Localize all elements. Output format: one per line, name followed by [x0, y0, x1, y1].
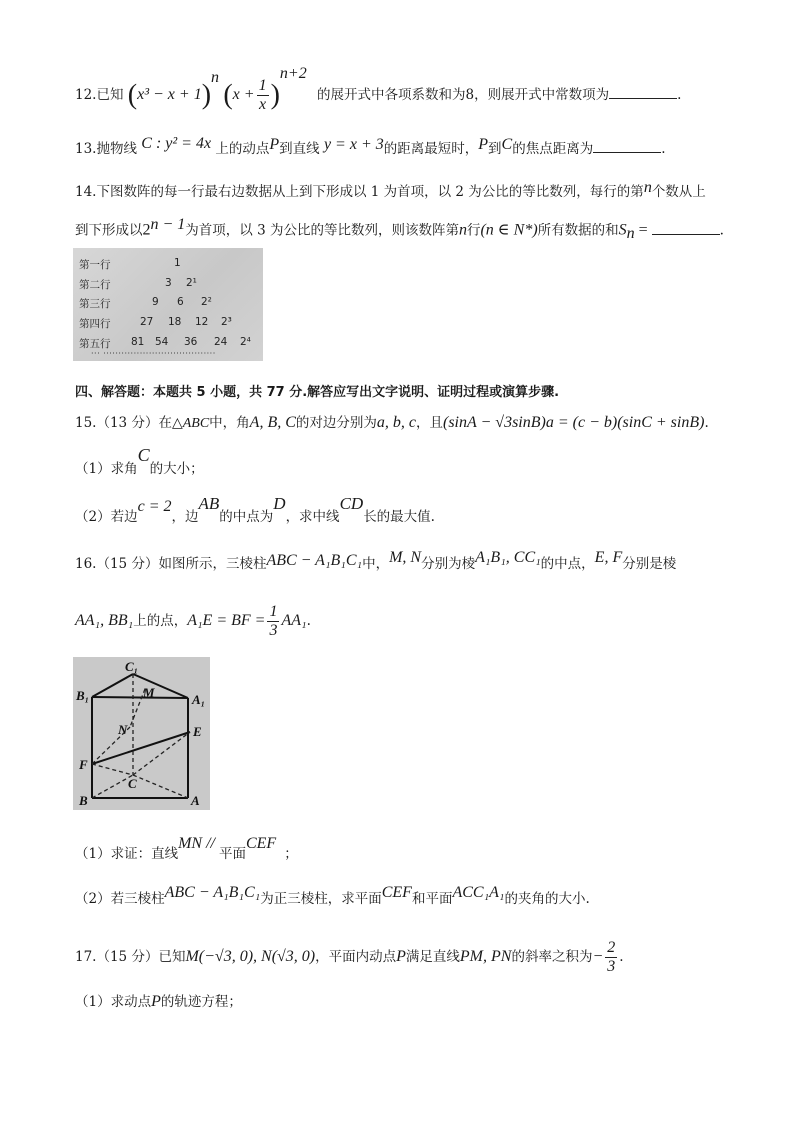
q12-suffix: 的展开式中各项系数和为8，则展开式中常数项为 [316, 87, 610, 103]
q14-answer-blank[interactable] [652, 234, 720, 235]
q12-answer-blank[interactable] [609, 98, 677, 99]
matrix-cell: 1 [174, 257, 181, 269]
edge-c1-a1 [133, 674, 188, 698]
matrix-cell: 6 [177, 296, 184, 308]
matrix-row-label: 第三行 [79, 298, 111, 310]
question-17: 17.（15 分）已知M(−√3, 0), N(√3, 0)，平面内动点P满足直线PM, PN的斜率之积为− $\frac{2}{3}$ . [75, 939, 624, 975]
prism-diagram [73, 657, 210, 810]
label-e: E [193, 724, 202, 739]
matrix-row-label: 第二行 [79, 279, 111, 291]
number-matrix-figure [73, 248, 263, 361]
q16-part-2: （2）若三棱柱ABC − A₁B₁C₁为正三棱柱，求平面CEF和平面ACC₁A₁的夹角的大小. [75, 884, 590, 907]
section-4-heading: 四、解答题：本题共 5 小题，共 77 分.解答应写出文字说明、证明过程或演算步骤. [75, 385, 560, 400]
matrix-row-label: 第五行 [79, 338, 111, 350]
matrix-cell: 36 [184, 336, 198, 348]
q12-expr-b: x + [232, 86, 255, 103]
matrix-row-label: 第一行 [79, 259, 111, 271]
segment-fe [92, 732, 190, 764]
matrix-cell: 3 [165, 277, 172, 289]
question-12: 12.已知 $(x^3 - x + 1)^n$ (x + $\frac{1}{x}$ )$^{n+2}$ 的展开式中各项系数和为8，则展开式中常数项为 . [75, 64, 682, 113]
segment-fc-hidden [92, 764, 133, 775]
label-c: C [128, 776, 137, 791]
q17-fraction: $\frac{2}{3}$ [607, 939, 616, 975]
prism-figure [73, 657, 210, 810]
matrix-cell: 9 [152, 296, 159, 308]
matrix-cell: 2³ [221, 316, 232, 328]
label-n: N [118, 722, 128, 737]
q15-part-2: （2）若边c = 2，边AB的中点为D，求中线CD长的最大值. [75, 494, 435, 525]
matrix-cell: 2⁴ [240, 336, 251, 348]
matrix-cell: 12 [195, 316, 209, 328]
label-a: A [191, 793, 200, 808]
question-16-line2: AA₁, BB₁上的点，A₁E = BF = $\frac{1}{3}$ AA₁. [75, 603, 311, 639]
question-14-line2: 到下形成以$2^{n - 1}$为首项，以 3 为公比的等比数列，则该数阵第n行(n ∈ N*)所有数据的和$S_n$ = . [75, 216, 724, 243]
label-c1: C₁ [125, 659, 139, 674]
q12-fraction: $\frac{1}{x}$ [258, 77, 267, 113]
q12-exp-n: n [211, 68, 220, 86]
matrix-cell: 2¹ [186, 277, 197, 289]
label-a1: A₁ [192, 692, 206, 707]
label-b1: B₁ [76, 688, 90, 703]
question-16: 16.（15 分）如图所示，三棱柱ABC − A₁B₁C₁中，M, N分别为棱A₁B₁, CC₁的中点，E, F分别是棱 [75, 549, 677, 572]
q12-exp-n2: n+2 [279, 64, 307, 82]
matrix-cell: 2² [201, 296, 212, 308]
q13-answer-blank[interactable] [593, 152, 661, 153]
matrix-cell: 81 [131, 336, 145, 348]
label-f: F [79, 757, 88, 772]
q15-part-1: （1）求角C的大小； [75, 445, 204, 477]
segment-ce-hidden [133, 732, 190, 775]
matrix-cell: 27 [140, 316, 154, 328]
matrix-cell: 24 [214, 336, 228, 348]
q13-line-eq: y = x + 3 [323, 136, 384, 153]
q14-condition: (n ∈ N*) [480, 221, 538, 239]
q17-part-1: （1）求动点P的轨迹方程； [75, 993, 242, 1010]
label-m: M [143, 685, 155, 700]
q13-curve: C : y² = 4x [141, 135, 212, 152]
q12-expr-a: x³ − x + 1 [137, 86, 202, 103]
matrix-cell: 54 [155, 336, 169, 348]
question-14-line1: 14.下图数阵的每一行最右边数据从上到下形成以 1 为首项，以 2 为公比的等比数列，每行的第n个数从上 [75, 179, 706, 200]
q16-part-1: （1）求证：直线MN //平面CEF； [75, 835, 298, 862]
matrix-ellipsis: ··· ····································· [91, 349, 216, 358]
q15-equation: (sinA − √3sinB)a = (c − b)(sinC + sinB) [443, 414, 705, 431]
edge-c-a-hidden [133, 775, 188, 798]
question-13: 13.抛物线 C : y² = 4x 上的动点P到直线 y = x + 3的距离最短时，P到C的焦点距离为 . [75, 135, 666, 157]
edge-b-c-hidden [92, 775, 133, 798]
matrix-row-label: 第四行 [79, 318, 111, 330]
question-15: 15.（13 分）在△ABC中，角A, B, C的对边分别为a, b, c，且(sinA − √3sinB)a = (c − b)(sinC + sinB). [75, 414, 709, 431]
label-b: B [79, 793, 88, 808]
q12-number: 12. [75, 87, 97, 103]
q16-fraction: $\frac{1}{3}$ [269, 603, 278, 639]
edge-b1-a1 [92, 697, 188, 698]
q12-prefix: 已知 [96, 87, 124, 103]
q17-points: M(−√3, 0), N(√3, 0) [185, 948, 316, 965]
edge-c1-b1 [92, 674, 133, 697]
matrix-cell: 18 [168, 316, 182, 328]
